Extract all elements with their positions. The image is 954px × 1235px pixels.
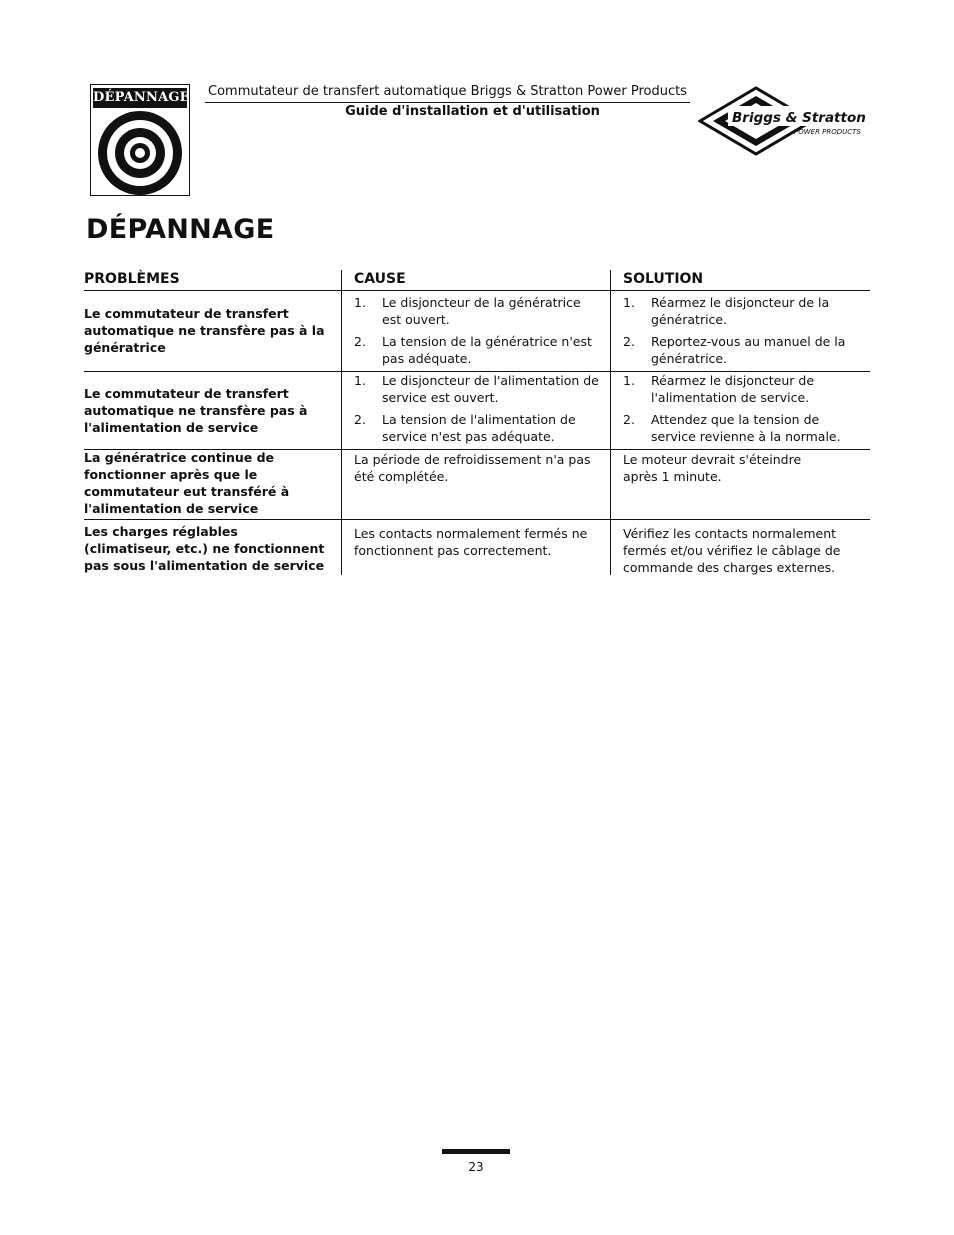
logo-brand-text: Briggs & Stratton xyxy=(732,110,866,126)
solution-cell: Le moteur devrait s'éteindre après 1 minute. xyxy=(623,452,802,484)
table-header-rule xyxy=(84,290,870,291)
logo-tagline-text: POWER PRODUCTS xyxy=(794,128,861,136)
column-header-cause: CAUSE xyxy=(354,271,406,287)
solution-cell xyxy=(623,294,863,367)
depannage-emblem xyxy=(90,84,190,196)
cause-item: 2. La tension de la génératrice n'est pas adéquate. xyxy=(354,334,592,366)
column-divider xyxy=(341,270,342,575)
solution-item: 1. Réarmez le disjoncteur de l'alimentation de service. xyxy=(623,373,815,405)
header-rule xyxy=(205,102,690,103)
column-header-problems: PROBLÈMES xyxy=(84,271,180,287)
problem-cell: Les charges réglables (climatiseur, etc.) ne fonctionnent pas sous l'alimentation de service xyxy=(84,524,325,573)
cause-item: 1. Le disjoncteur de l'alimentation de service est ouvert. xyxy=(354,373,599,405)
solution-item: 2. Attendez que la tension de service revienne à la normale. xyxy=(623,412,841,444)
problem-cell: Le commutateur de transfert automatique ne transfère pas à la génératrice xyxy=(84,306,325,355)
cause-cell: La période de refroidissement n'a pas été complétée. xyxy=(354,452,591,484)
emblem-label: DÉPANNAGE xyxy=(93,88,187,108)
solution-cell: Vérifiez les contacts normalement fermés et/ou vérifiez le câblage de commande des charges externes. xyxy=(623,526,841,575)
problem-cell: La génératrice continue de fonctionner après que le commutateur eut transféré à l'alimentation de service xyxy=(84,450,290,516)
cause-cell xyxy=(354,294,602,367)
document-subtitle: Guide d'installation et d'utilisation xyxy=(345,104,600,119)
row-divider xyxy=(84,519,870,520)
solution-cell xyxy=(623,372,863,445)
target-icon xyxy=(91,109,189,195)
column-divider xyxy=(610,270,611,575)
page-title: DÉPANNAGE xyxy=(86,214,275,245)
solution-item: 1. Réarmez le disjoncteur de la génératrice. xyxy=(623,295,830,327)
page-number: 23 xyxy=(468,1160,484,1174)
cause-cell: Les contacts normalement fermés ne fonctionnent pas correctement. xyxy=(354,526,588,558)
column-header-solution: SOLUTION xyxy=(623,271,704,287)
problem-cell: Le commutateur de transfert automatique ne transfère pas à l'alimentation de service xyxy=(84,386,308,435)
cause-item: 1. Le disjoncteur de la génératrice est ouvert. xyxy=(354,295,581,327)
cause-item: 2. La tension de l'alimentation de service n'est pas adéquate. xyxy=(354,412,576,444)
briggs-stratton-logo xyxy=(698,86,873,156)
solution-item: 2. Reportez-vous au manuel de la génératrice. xyxy=(623,334,846,366)
cause-cell xyxy=(354,372,602,445)
document-title: Commutateur de transfert automatique Briggs & Stratton Power Products xyxy=(208,84,687,99)
footer-bar xyxy=(442,1149,510,1154)
